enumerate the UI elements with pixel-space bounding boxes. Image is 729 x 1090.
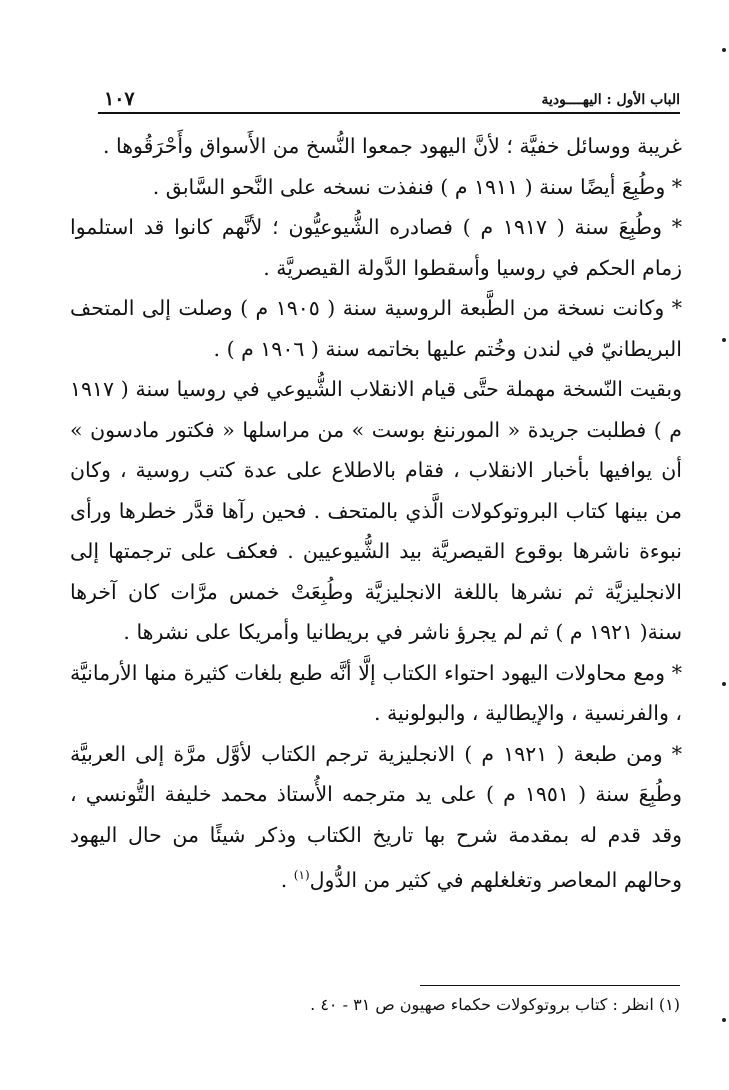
- margin-mark: [722, 1018, 726, 1022]
- margin-mark: [722, 338, 726, 342]
- paragraph-1911-edition: * وطُبِعَ أيضًا سنة ( ١٩١١ م ) فنفذت نسخه على النَّحو السَّابق .: [152, 174, 682, 199]
- margin-mark: [722, 48, 726, 52]
- paragraph-1917-edition: * وطُبِعَ سنة ( ١٩١٧ م ) فصادره الشُّيوعيُّون ؛ لأنَّهم كانوا قد استلموا زمام الحكم في روسيا وأسقطوا الدَّولة القيصريَّة .: [70, 215, 683, 280]
- paragraph-revolution: وبقيت النّسخة مهملة حتَّى قيام الانقلاب الشُّيوعي في روسيا سنة ( ١٩١٧ م ) فطلبت جريدة « المورننغ بوست » من مراسلها « فكتور مادسون » أن يوافيها بأخبار الانقلاب ، فقام بالاطلاع على عدة كتب روسية ، وكان من بينها كتاب البروتوكولات الَّذي بالمتحف . فحين رآها قدَّر خطرها ورأى نبوءة ناشرها بوقوع القيصريَّة بيد الشُّيوعيين . فعكف على ترجمتها إلى الانجليزيَّة ثم نشرها باللغة الانجليزيَّة وطُبِعَتْ خمس مرَّات كان آخرها سنة( ١٩٢١ م ) ثم لم يجرؤ ناشر في بريطانيا وأمريكا على نشرها .: [70, 377, 682, 644]
- chapter-title: الباب الأول : اليهــــودية: [541, 92, 680, 108]
- paragraph-continuation: غريبة ووسائل خفيَّة ؛ لأنَّ اليهود جمعوا النُّسخ من الأَسواق وأَحْرَقُوها .: [102, 134, 682, 158]
- footnote-divider: [420, 985, 680, 986]
- paragraph-british-museum: * وكانت نسخة من الطَّبعة الروسية سنة ( ١٩٠٥ م ) وصلت إلى المتحف البريطانيّ في لندن وخُتم عليها بخاتمه سنة ( ١٩٠٦ م ) .: [70, 296, 682, 361]
- footnote-text: (١) انظر : كتاب بروتوكولات حكماء صهيون ص ٣١ - ٤٠ .: [310, 995, 680, 1014]
- body-text: [70, 126, 682, 900]
- footnote-reference[interactable]: (١): [293, 868, 310, 882]
- paragraph-end: .: [280, 867, 294, 892]
- margin-mark: [722, 682, 726, 686]
- paragraph-translations: * ومع محاولات اليهود احتواء الكتاب إلَّا أنَّه طبع بلغات كثيرة منها الأرمانيَّة ، والفرنسية ، والإيطالية ، والبولونية .: [70, 660, 682, 725]
- running-header: [98, 82, 680, 114]
- page-number: ١٠٧: [104, 88, 135, 110]
- paragraph-arabic-text: * ومن طبعة ( ١٩٢١ م ) الانجليزية ترجم الكتاب لأوَّل مرَّة إلى العربيَّة وطُبِعَ سنة ( ١٩٥١ م ) على يد مترجمه الأُستاذ محمد خليفة التُّونسي ، وقد قدم له بمقدمة شرح بها تاريخ الكتاب وذكر شيئًا من حال اليهود وحالهم المعاصر وتغلغلهم في كثير من الدُّول: [70, 741, 682, 892]
- paragraph-arabic-translation: [70, 734, 682, 901]
